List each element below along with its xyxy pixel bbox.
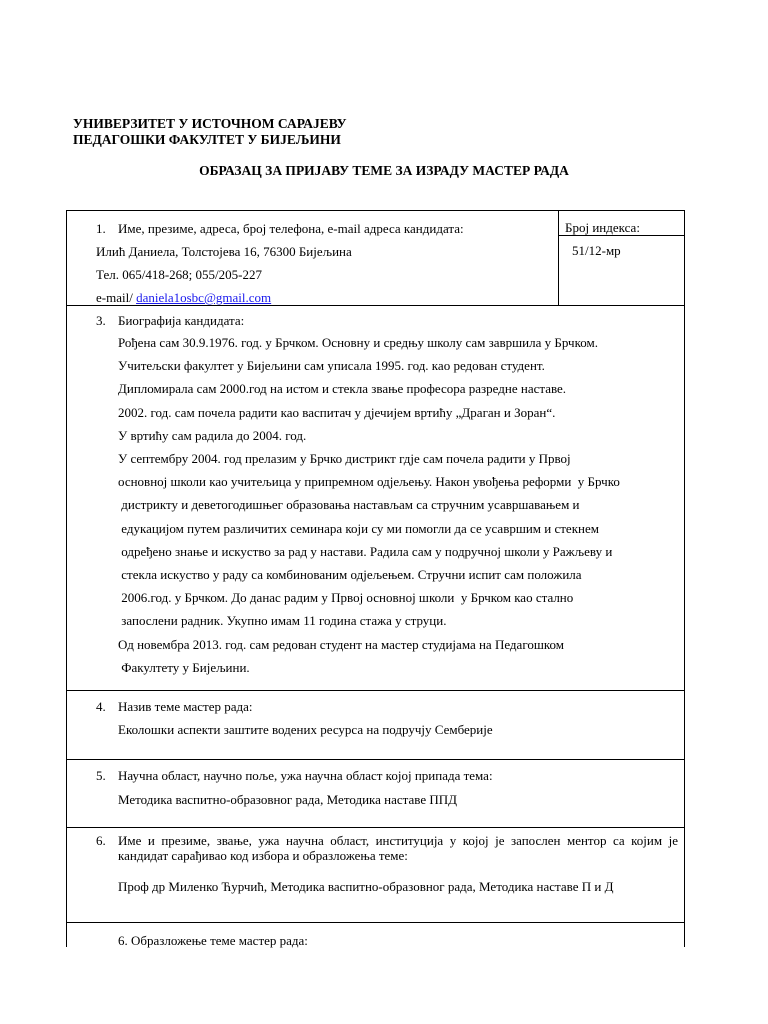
biography-line: основној школи као учитељица у припремном одјељењу. Након увођења реформи у Брчко <box>118 474 620 490</box>
biography-line: дистрикту и деветогодишњег образовања настављам са стручним усавршавањем и <box>118 497 580 513</box>
candidate-name-address: Илић Даниела, Толстојева 16, 76300 Бијељина <box>96 244 352 259</box>
form-title: ОБРАЗАЦ ЗА ПРИЈАВУ ТЕМЕ ЗА ИЗРАДУ МАСТЕР РАДА <box>199 163 569 178</box>
index-value: 51/12-мр <box>572 243 621 258</box>
thesis-title: Еколошки аспекти заштите водених ресурса на подручју Семберије <box>118 722 493 737</box>
row-divider-3 <box>66 759 685 760</box>
biography-line: Дипломирала сам 2000.год на истом и стекла звање професора разредне наставе. <box>118 381 567 397</box>
index-label: Број индекса: <box>565 220 640 235</box>
mentor-info: Проф др Миленко Ћурчић, Методика васпитно-образовног рада, Методика наставе П и Д <box>118 879 614 894</box>
biography-line: 2006.год. у Брчком. До данас радим у Првој основној школи у Брчком као стално <box>118 590 574 606</box>
section4-label: Назив теме мастер рада: <box>118 699 253 714</box>
university-heading: УНИВЕРЗИТЕТ У ИСТОЧНОМ САРАЈЕВУ <box>73 116 347 131</box>
section6b-label: 6. Образложење теме мастер рада: <box>118 933 308 948</box>
biography-line: Од новембра 2013. год. сам редован студент на мастер студијама на Педагошком <box>118 636 564 652</box>
biography-line: запослени радник. Укупно имам 11 година стажа у струци. <box>118 613 447 629</box>
section6-label: Име и презиме, звање, ужа научна област, институција у којој је запослен ментор са којим је кандидат сарађивао код избора и образложења теме: <box>118 833 678 863</box>
row-divider-2 <box>66 690 685 691</box>
biography-line: У септембру 2004. год прелазим у Брчко дистрикт гдје сам почела радити у Првој <box>118 451 571 466</box>
biography-line: Учитељски факултет у Бијељини сам уписала 1995. год. као редован студент. <box>118 358 545 374</box>
section1-label: Име, презиме, адреса, број телефона, e-mail адреса кандидата: <box>118 221 464 236</box>
section5-number: 5. <box>96 768 106 783</box>
biography-line: Факултету у Бијељини. <box>118 659 250 675</box>
section5-label: Научна област, научно поље, ужа научна област којој припада тема: <box>118 768 493 783</box>
biography-line: 2002. год. сам почела радити као васпитач у дјечијем вртићу „Драган и Зоран“. <box>118 404 556 420</box>
section3-number: 3. <box>96 313 106 328</box>
biography-line: едукацијом путем различитих семинара који су ми помогли да се усавршим и стекнем <box>118 520 599 536</box>
section3-label: Биографија кандидата: <box>118 313 245 328</box>
index-column-divider <box>558 210 559 305</box>
candidate-email-link[interactable]: daniela1osbc@gmail.com <box>136 290 272 305</box>
faculty-heading: ПЕДАГОШКИ ФАКУЛТЕТ У БИЈЕЉИНИ <box>73 132 341 147</box>
biography-line: стекла искуство у раду са комбинованим одјељењем. Стручни испит сам положила <box>118 567 582 582</box>
row-divider-5 <box>66 922 685 923</box>
email-prefix: e-mail/ <box>96 290 137 305</box>
candidate-phone: Тел. 065/418-268; 055/205-227 <box>96 267 262 282</box>
row-divider-4 <box>66 827 685 828</box>
section6-number: 6. <box>96 833 106 848</box>
candidate-email-line <box>96 290 271 306</box>
biography-line: Рођена сам 30.9.1976. год. у Брчком. Основну и средњу школу сам завршила у Брчком. <box>118 335 598 350</box>
section1-number: 1. <box>96 221 106 236</box>
biography-line: У вртићу сам радила до 2004. год. <box>118 427 307 443</box>
biography-line: одређено знање и искуство за рад у настави. Радила сам у подручној школи у Ражљеву и <box>118 543 613 559</box>
scientific-field: Методика васпитно-образовног рада, Методика наставе ППД <box>118 792 458 807</box>
section4-number: 4. <box>96 699 106 714</box>
